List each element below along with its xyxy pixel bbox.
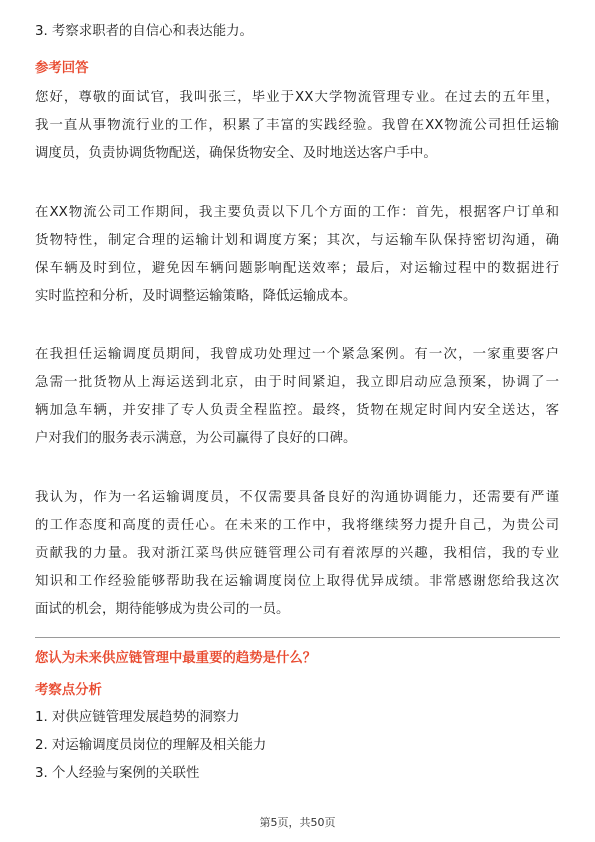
paragraph-line: 贡献我的力量。我对浙江菜鸟供应链管理公司有着浓厚的兴趣，我相信，我的专业 — [35, 546, 559, 561]
list-item: 3. 个人经验与案例的关联性 — [35, 766, 200, 781]
paragraph-line: 急需一批货物从上海运送到北京，由于时间紧迫，我立即启动应急预案，协调了一 — [35, 375, 559, 390]
paragraph-line: 货物特性，制定合理的运输计划和调度方案；其次，与运输车队保持密切沟通，确 — [35, 233, 559, 248]
paragraph-line: 知识和工作经验能够帮助我在运输调度岗位上取得优异成绩。非常感谢您给我这次 — [35, 574, 559, 589]
paragraph-line: 我一直从事物流行业的工作，积累了丰富的实践经验。我曾在XX物流公司担任运输 — [35, 118, 559, 133]
document-page — [35, 0, 560, 842]
paragraph-line: 调度员，负责协调货物配送，确保货物安全、及时地送达客户手中。 — [35, 146, 437, 161]
section-divider — [35, 637, 560, 638]
paragraph-line: 保车辆及时到位，避免因车辆问题影响配送效率；最后，对运输过程中的数据进行 — [35, 261, 559, 276]
paragraph-line: 在我担任运输调度员期间，我曾成功处理过一个紧急案例。有一次，一家重要客户 — [35, 347, 559, 362]
paragraph-line: 您好，尊敬的面试官，我叫张三，毕业于XX大学物流管理专业。在过去的五年里， — [35, 90, 559, 105]
list-item: 1. 对供应链管理发展趋势的洞察力 — [35, 710, 240, 725]
paragraph-line: 实时监控和分析，及时调整运输策略，降低运输成本。 — [35, 289, 357, 304]
list-item: 2. 对运输调度员岗位的理解及相关能力 — [35, 738, 267, 753]
paragraph-line: 在XX物流公司工作期间，我主要负责以下几个方面的工作：首先，根据客户订单和 — [35, 205, 559, 220]
top-item: 3. 考察求职者的自信心和表达能力。 — [35, 24, 253, 39]
paragraph-line: 我认为，作为一名运输调度员，不仅需要具备良好的沟通协调能力，还需要有严谨 — [35, 490, 559, 505]
question-heading: 您认为未来供应链管理中最重要的趋势是什么？ — [35, 651, 317, 666]
answer-heading: 参考回答 — [35, 61, 89, 76]
paragraph-line: 面试的机会，期待能够成为贵公司的一员。 — [35, 602, 290, 617]
paragraph-line: 辆加急车辆，并安排了专人负责全程监控。最终，货物在规定时间内安全送达，客 — [35, 403, 559, 418]
paragraph-line: 户对我们的服务表示满意，为公司赢得了良好的口碑。 — [35, 431, 357, 446]
page-number: 第5页，共50页 — [259, 816, 336, 829]
paragraph-line: 的工作态度和高度的责任心。在未来的工作中，我将继续努力提升自己，为贵公司 — [35, 518, 559, 533]
analysis-heading: 考察点分析 — [35, 683, 102, 698]
